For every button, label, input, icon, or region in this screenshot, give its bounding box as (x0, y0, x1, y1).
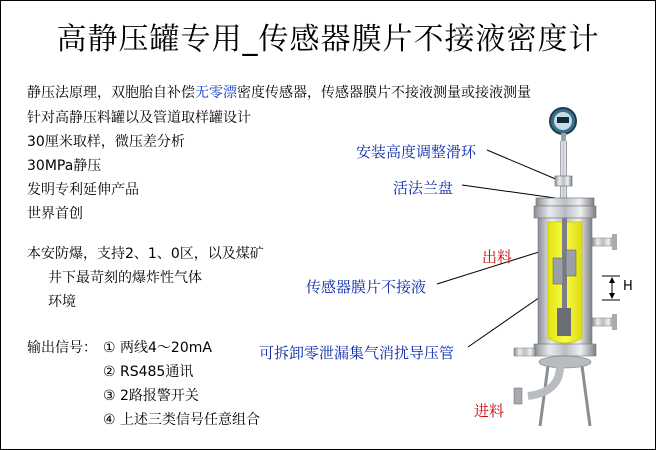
output-item-2: ② RS485通讯 (103, 364, 194, 380)
adjust-ring-label: 安装高度调整滑环 (356, 143, 477, 161)
explosion-line-3: 环境 (48, 294, 76, 310)
page-title: 高静压罐专用_传感器膜片不接液密度计 (56, 22, 600, 57)
flange-shape (536, 198, 594, 206)
tube-label: 可拆卸零泄漏集气消扰导压管 (259, 344, 455, 362)
principle-text: 静压法原理，双胞胎自补偿 (27, 85, 195, 101)
pressure-line: 30MPa静压 (27, 158, 102, 174)
patent-line: 发明专利延伸产品 (27, 182, 139, 198)
inlet-label: 进料 (474, 402, 505, 420)
outlet-label: 出料 (482, 248, 513, 266)
leader-adjust-ring (487, 150, 558, 180)
output-item-3: ③ 2路报警开关 (103, 388, 199, 404)
leader-flange (462, 185, 555, 198)
h-dimension (602, 276, 620, 300)
sampling-line: 30厘米取样，微压差分析 (27, 134, 185, 150)
output-label: 输出信号： (27, 340, 97, 356)
tank-legs (514, 366, 590, 426)
flange-label: 活法兰盘 (393, 179, 454, 197)
output-item-1: ① 两线4～20mA (103, 340, 212, 356)
explosion-line-2: 井下最苛刻的爆炸性气体 (48, 270, 202, 286)
design-line: 针对高静压料罐以及管道取样罐设计 (27, 110, 251, 126)
first-line: 世界首创 (27, 206, 83, 222)
output-item-4: ④ 上述三类信号任意组合 (103, 412, 261, 428)
h-label: H (623, 279, 633, 294)
principle-text-tail: 密度传感器，传感器膜片不接液测量或接液测量 (237, 85, 531, 101)
gauge-head (550, 108, 576, 201)
adjust-ring (555, 176, 572, 186)
no-drift-highlight: 无零漂 (195, 85, 237, 101)
explosion-line-1: 本安防爆，支持2、1、0区，以及煤矿 (27, 246, 264, 262)
tank-body (534, 206, 596, 368)
membrane-label: 传感器膜片不接液 (306, 278, 427, 296)
